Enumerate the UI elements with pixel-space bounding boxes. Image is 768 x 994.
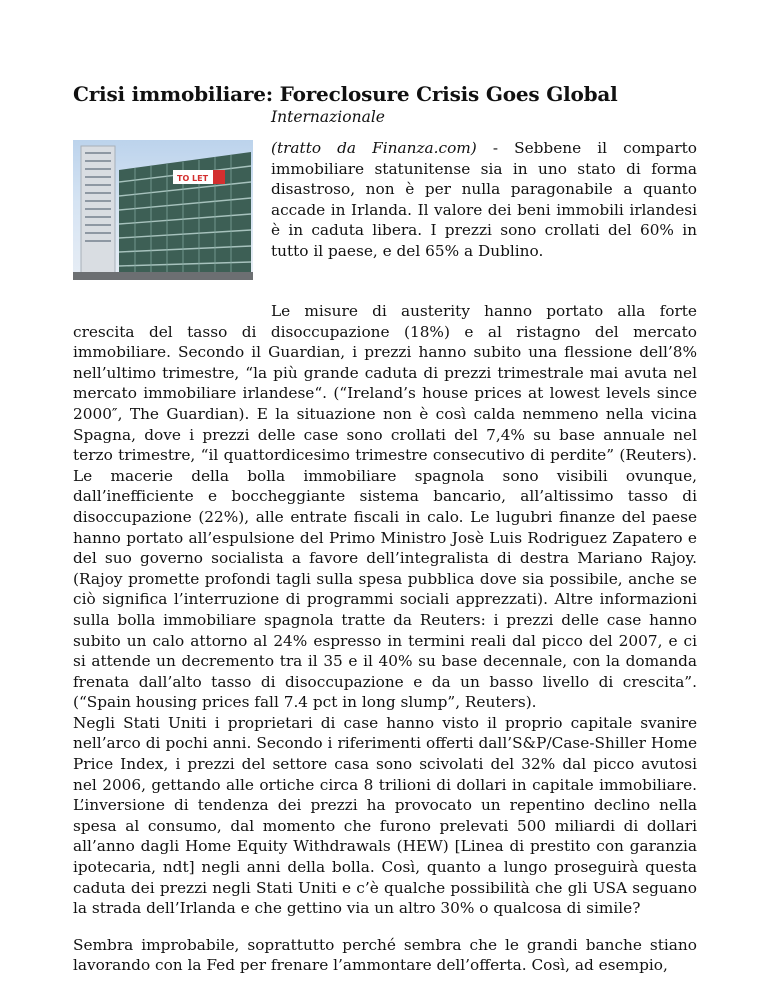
building-photo-svg bbox=[73, 140, 253, 280]
lead-block bbox=[73, 138, 697, 297]
paragraph-1: Le misure di austerity hanno portato alla forte crescita del tasso di disoccupazione (18%) e al ristagno del mercato immobiliare. Secondo il Guardian, i prezzi hanno subito una flessione dell’8% nell’ultimo trimestre, “la più grande caduta di prezzi trimestrale mai avuta nel mercato immobiliare irlandese“. (“Ireland’s house prices at lowest levels since 2000″, The Guardian). E la situazione non è così calda nemmeno nella vicina Spagna, dove i prezzi delle case sono crollati del 7,4% su base annuale nel terzo trimestre, “il quattordicesimo trimestre consecutivo di perdite” (Reuters). Le macerie della bolla immobiliare spagnola sono visibili ovunque, dall’inefficiente e boccheggiante sistema bancario, all’altissimo tasso di disoccupazione (22%), alle entrate fiscali in calo. Le lugubri finanze del paese hanno portato all’espulsione del Primo Ministro Josè Luis Rodriguez Zapatero e del suo governo socialista a favore dell’integralista di destra Mariano Rajoy. (Rajoy promette profondi tagli sulla spesa pubblica dove sia possibile, anche se ciò significa l’interruzione di programmi sociali apprezzati). Altre informazioni sulla bolla immobiliare spagnola tratte da Reuters: i prezzi delle case hanno subito un calo attorno al 24% espresso in termini reali dal picco del 2007, e ci si attende un decremento tra il 35 e il 40% su base decennale, con la domanda frenata dall’alto tasso di disoccupazione e da un basso livello di crescita”. (“Spain housing prices fall 7.4 pct in long slump”, Reuters). bbox=[73, 302, 697, 712]
lead-source: (tratto da Finanza.com) bbox=[271, 139, 477, 157]
to-let-sign-text: TO LET bbox=[177, 174, 209, 183]
building-photo bbox=[73, 140, 253, 280]
paragraph-3: Sembra improbabile, soprattutto perché sembra che le grandi banche stiano lavorando con la Fed per frenare l’ammontare dell’offerta. Così, ad esempio, bbox=[73, 935, 697, 975]
lead-paragraph bbox=[271, 138, 697, 262]
article-title: Crisi immobiliare: Foreclosure Crisis Goes Global bbox=[73, 82, 618, 106]
paragraph-2: Negli Stati Uniti i proprietari di case hanno visto il proprio capitale svanire nell’arco di pochi anni. Secondo i riferimenti offerti dall’S&P/Case-Shiller Home Price Index, i prezzi del settore casa sono scivolati del 32% dal picco avutosi nel 2006, gettando alle ortiche circa 8 trilioni di dollari in capitale immobiliare. L’inversione di tendenza dei prezzi ha provocato un repentino declino nella spesa al consumo, dal momento che furono prelevati 500 miliardi di dollari all’anno dagli Home Equity Withdrawals (HEW) [Linea di prestito con garanzia ipotecaria, ndt] negli anni della bolla. Così, quanto a lungo proseguirà questa caduta dei prezzi negli Stati Uniti e c’è qualche possibilità che gli USA seguano la strada dell’Irlanda e che gettino via un altro 30% o qualcosa di simile? bbox=[73, 713, 697, 918]
lead-text: - Sebbene il comparto immobiliare statunitense sia in uno stato di forma disastroso, non è per nulla paragonabile a quanto accade in Irlanda. Il valore dei beni immobili irlandesi è in caduta libera. I prezzi sono crollati del 60% in tutto il paese, e del 65% a Dublino. bbox=[271, 139, 698, 260]
section-label: Internazionale bbox=[271, 108, 385, 126]
article bbox=[73, 82, 697, 976]
